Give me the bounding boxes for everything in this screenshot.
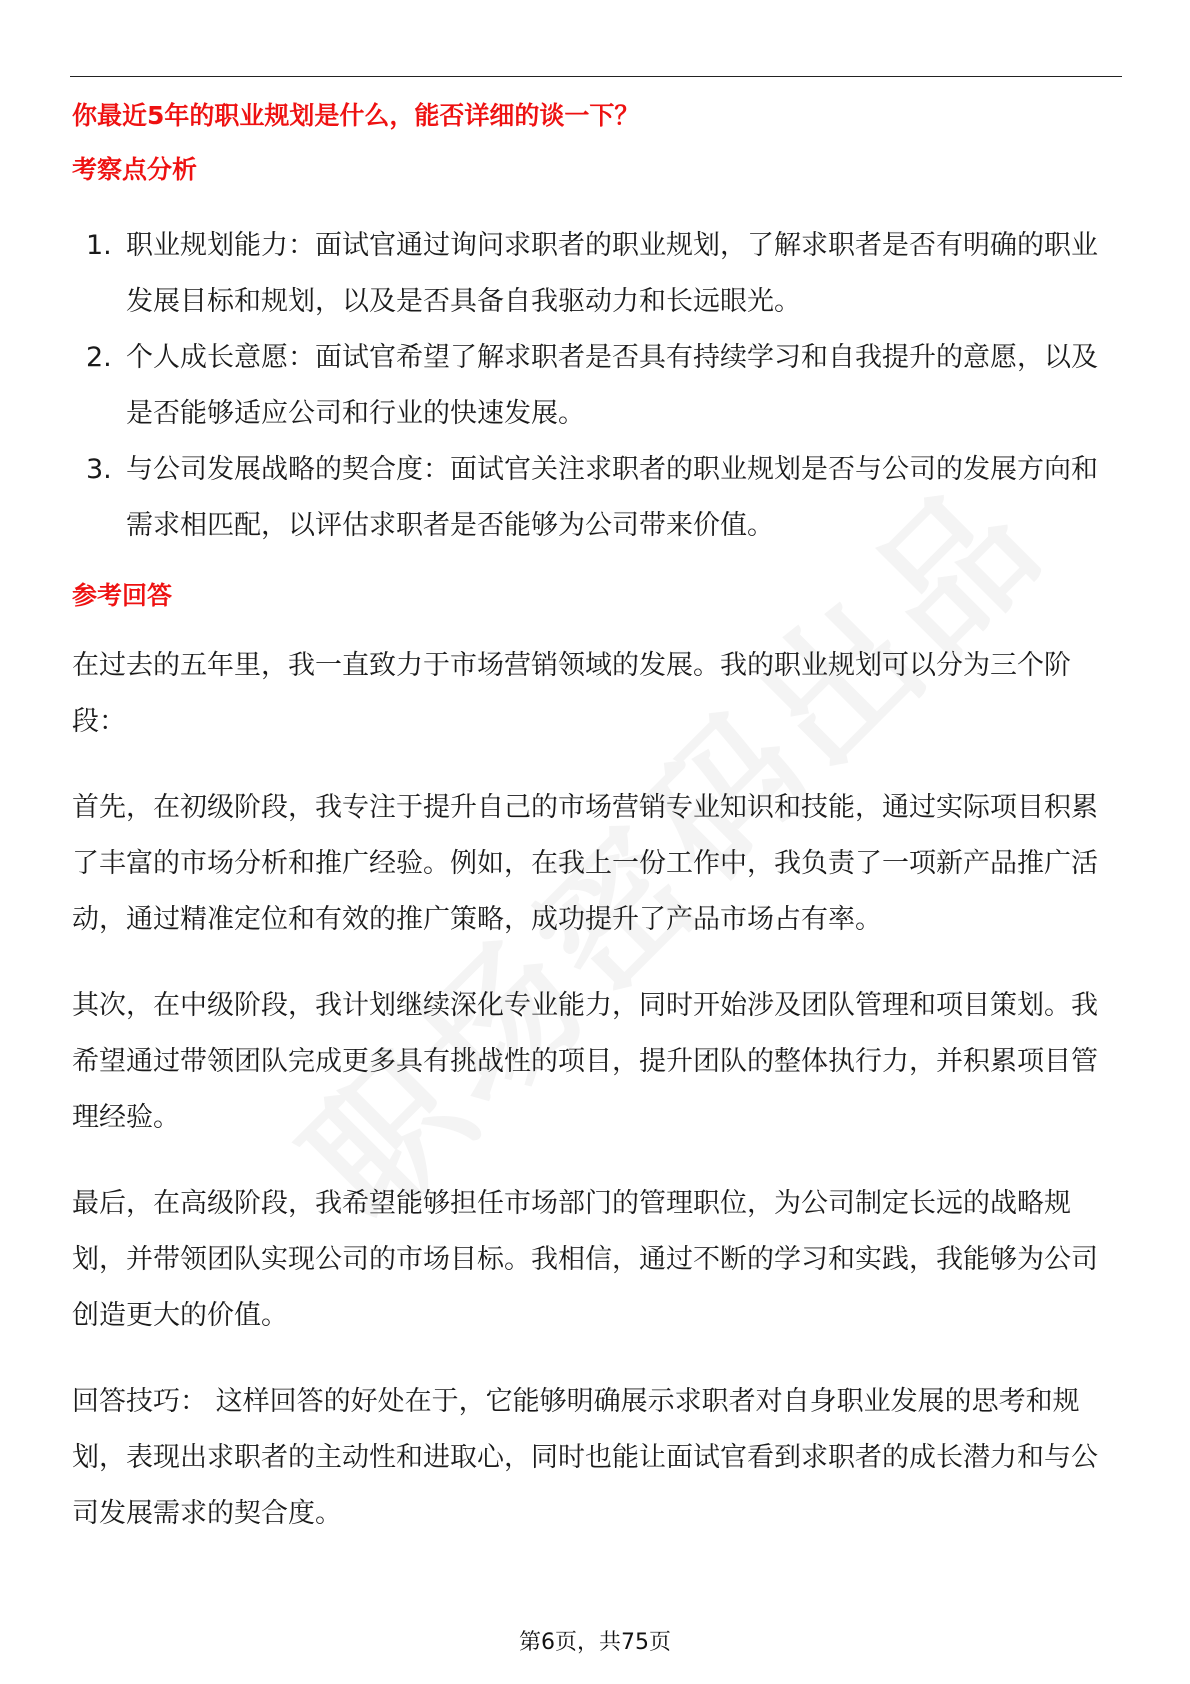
list-item bbox=[72, 330, 1122, 442]
answer-paragraph: 最后，在高级阶段，我希望能够担任市场部门的管理职位，为公司制定长远的战略规划，并带领团队实现公司的市场目标。我相信，通过不断的学习和实践，我能够为公司创造更大的价值。 bbox=[72, 1188, 1098, 1331]
list-number: 2. bbox=[86, 342, 112, 373]
question-heading: 你最近5年的职业规划是什么，能否详细的谈一下？ bbox=[72, 101, 640, 130]
answer-heading: 参考回答 bbox=[72, 581, 173, 610]
list-item-text: 与公司发展战略的契合度：面试官关注求职者的职业规划是否与公司的发展方向和需求相匹配，以评估求职者是否能够为公司带来价值。 bbox=[126, 454, 1098, 541]
analysis-list bbox=[72, 218, 1122, 554]
list-item-text: 个人成长意愿：面试官希望了解求职者是否具有持续学习和自我提升的意愿，以及是否能够适应公司和行业的快速发展。 bbox=[126, 342, 1098, 429]
analysis-heading: 考察点分析 bbox=[72, 155, 198, 184]
page-number: 第6页，共75页 bbox=[519, 1630, 671, 1655]
list-number: 3. bbox=[86, 454, 112, 485]
answer-paragraph: 其次，在中级阶段，我计划继续深化专业能力，同时开始涉及团队管理和项目策划。我希望通过带领团队完成更多具有挑战性的项目，提升团队的整体执行力，并积累项目管理经验。 bbox=[72, 990, 1098, 1133]
answer-tip-paragraph: 回答技巧： 这样回答的好处在于，它能够明确展示求职者对自身职业发展的思考和规划，表现出求职者的主动性和进取心，同时也能让面试官看到求职者的成长潜力和与公司发展需求的契合度。 bbox=[72, 1386, 1098, 1529]
page-content bbox=[72, 96, 1122, 1542]
top-rule bbox=[70, 76, 1122, 77]
list-item-text: 职业规划能力：面试官通过询问求职者的职业规划，了解求职者是否有明确的职业发展目标和规划，以及是否具备自我驱动力和长远眼光。 bbox=[126, 230, 1098, 317]
answer-paragraph: 首先，在初级阶段，我专注于提升自己的市场营销专业知识和技能，通过实际项目积累了丰富的市场分析和推广经验。例如，在我上一份工作中，我负责了一项新产品推广活动，通过精准定位和有效的推广策略，成功提升了产品市场占有率。 bbox=[72, 792, 1098, 935]
list-item bbox=[72, 442, 1122, 554]
list-number: 1. bbox=[86, 230, 112, 261]
answer-paragraph: 在过去的五年里，我一直致力于市场营销领域的发展。我的职业规划可以分为三个阶段： bbox=[72, 650, 1071, 737]
list-item bbox=[72, 218, 1122, 330]
